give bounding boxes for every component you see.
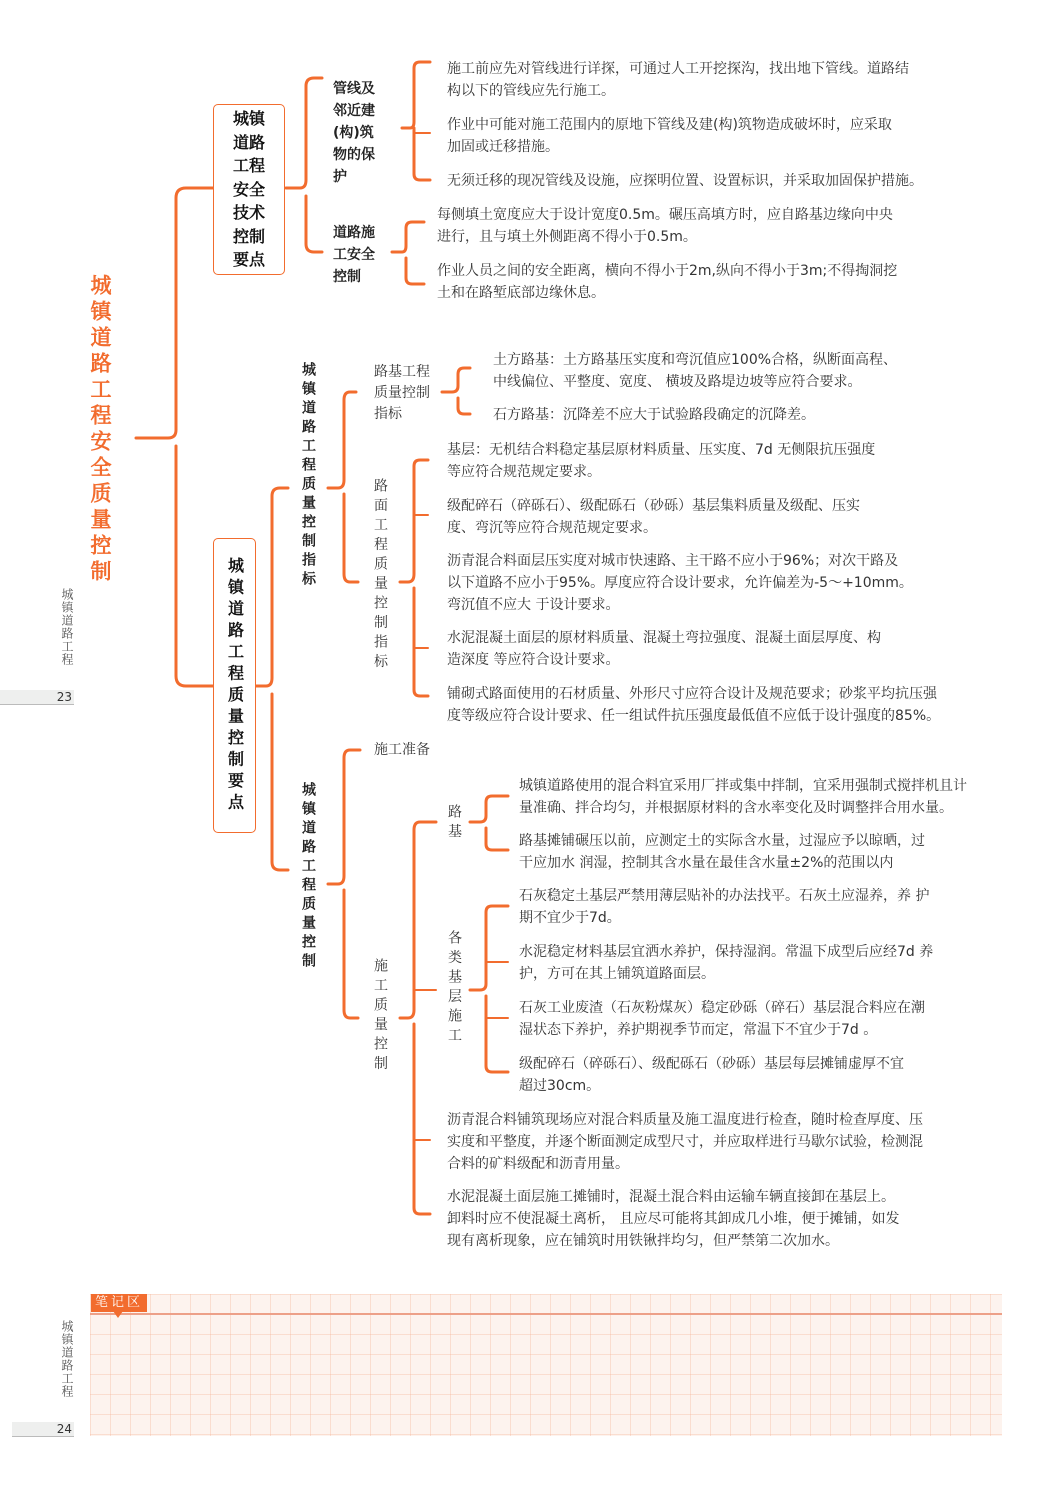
- roadbed-construction-node: 路基: [446, 804, 462, 843]
- leaf-text: [447, 439, 875, 483]
- leaf-text: [447, 495, 860, 539]
- leaf-line: 土和在路堑底部边缘休息。: [437, 285, 605, 301]
- leaf-line: 湿状态下养护，养护期视季节而定，常温下不宜少于7d 。: [519, 1022, 878, 1038]
- leaf-line: 干应加水 润湿，控制其含水量在最佳含水量±2%的范围以内: [519, 855, 894, 871]
- leaf-line: 作业人员之间的安全距离，横向不得小于2m,纵向不得小于3m;不得掏洞挖: [437, 263, 898, 279]
- leaf-line: 卸料时应不使混凝土离析， 且应尽可能将其卸成几小堆，便于摊铺，如发: [447, 1211, 900, 1227]
- leaf-line: 铺砌式路面使用的石材质量、外形尺寸应符合设计及规范要求；砂浆平均抗压强: [447, 686, 937, 702]
- leaf-line: 进行，且与填土外侧距离不得小于0.5m。: [437, 229, 697, 245]
- notes-divider: [90, 1313, 1002, 1315]
- leaf-text: [519, 830, 925, 874]
- leaf-line: 土方路基：土方路基压实度和弯沉值应100%合格，纵断面高程、: [493, 352, 898, 368]
- leaf-line: 石灰稳定土基层严禁用薄层贴补的办法找平。石灰土应湿养，养 护: [519, 888, 930, 904]
- leaf-text: [519, 997, 925, 1041]
- pavement-indicators-node: 路面工程质量控制指标: [372, 478, 388, 673]
- node-line: 路基工程: [374, 364, 430, 380]
- safety-branch-node: [213, 104, 285, 275]
- leaf-line: 实度和平整度，并逐个断面测定成型尺寸，并应取样进行马歇尔试验，检测混: [447, 1134, 923, 1150]
- leaf-text: [447, 1109, 923, 1175]
- safety-title-line: 控制: [232, 226, 265, 246]
- leaf-text: [493, 404, 815, 426]
- node-line: 控制: [333, 269, 361, 285]
- leaf-line: 沥青混合料面层压实度对城市快速路、主干路不应小于96%；对次干路及: [447, 553, 899, 569]
- leaf-line: 构以下的管线应先行施工。: [447, 83, 615, 99]
- leaf-line: 超过30cm。: [519, 1078, 601, 1094]
- safety-title-line: 工程: [232, 156, 265, 176]
- safety-title-line: 城镇: [232, 109, 265, 129]
- leaf-line: 度等级应符合设计要求、任一组试件抗压强度最低值不应低于设计强度的85%。: [447, 708, 941, 724]
- leaf-text: [437, 204, 893, 248]
- leaf-text: [437, 260, 897, 304]
- node-line: 指标: [374, 406, 402, 422]
- leaf-line: 施工前应先对管线进行详探，可通过人工开挖探沟，找出地下管线。道路结: [447, 61, 909, 77]
- leaf-text: [493, 349, 897, 393]
- node-line: 工安全: [333, 247, 375, 263]
- leaf-text: [519, 941, 933, 985]
- node-line: 邻近建: [333, 103, 375, 119]
- leaf-line: 作业中可能对施工范围内的原地下管线及建(构)筑物造成破坏时，应采取: [447, 117, 892, 133]
- leaf-text: [447, 627, 881, 671]
- pipeline-protection-node: [333, 78, 375, 188]
- leaf-line: 每侧填土宽度应大于设计宽度0.5m。碾压高填方时，应自路基边缘向中央: [437, 207, 893, 223]
- leaf-line: 中线偏位、平整度、宽度、 横坡及路堤边坡等应符合要求。: [493, 374, 862, 390]
- leaf-line: 水泥混凝土面层的原材料质量、混凝土弯拉强度、混凝土面层厚度、构: [447, 630, 881, 646]
- node-line: (构)筑: [333, 125, 374, 141]
- roadbed-indicators-node: [374, 362, 430, 425]
- leaf-line: 造深度 等应符合设计要求。: [447, 652, 620, 668]
- leaf-line: 合料的矿料级配和沥青用量。: [447, 1156, 629, 1172]
- page-number: 24: [12, 1422, 74, 1437]
- leaf-text: [447, 683, 940, 727]
- leaf-text: [519, 1053, 904, 1097]
- quality-indicators-node: 城镇道路工程质量控制指标: [300, 362, 316, 590]
- quality-title: 城镇道路工程质量控制要点: [225, 556, 245, 815]
- node-line: 管线及: [333, 81, 375, 97]
- leaf-line: 城镇道路使用的混合料宜采用厂拌或集中拌制，宜采用强制式搅拌机且计: [519, 778, 967, 794]
- safety-title-line: 安全: [232, 179, 265, 199]
- leaf-line: 弯沉值不应大 于设计要求。: [447, 597, 620, 613]
- node-line: 护: [333, 169, 347, 185]
- leaf-line: 路基摊铺碾压以前，应测定土的实际含水量，过湿应予以晾晒，过: [519, 833, 925, 849]
- leaf-line: 级配碎石（碎砾石）、级配砾石（砂砾）基层集料质量及级配、压实: [447, 498, 860, 514]
- node-line: 道路施: [333, 225, 375, 241]
- safety-title-line: 道路: [232, 132, 265, 152]
- leaf-line: 现有离析现象，应在铺筑时用铁锹拌均匀，但严禁第二次加水。: [447, 1233, 839, 1249]
- construction-control-node: 施工质量控制: [372, 958, 388, 1075]
- leaf-line: 等应符合规范规定要求。: [447, 464, 601, 480]
- page-number: 23: [0, 690, 74, 705]
- leaf-text: [519, 775, 967, 819]
- leaf-line: 石方路基：沉降差不应大于试验路段确定的沉降差。: [493, 407, 815, 423]
- leaf-text: [447, 1186, 899, 1252]
- safety-title-line: 要点: [232, 250, 265, 270]
- leaf-text: [519, 885, 929, 929]
- leaf-line: 石灰工业废渣（石灰粉煤灰）稳定砂砾（碎石）基层混合料应在潮: [519, 1000, 925, 1016]
- base-construction-node: 各类基层施工: [446, 930, 462, 1047]
- leaf-line: 度、弯沉等应符合规范规定要求。: [447, 520, 657, 536]
- notes-area[interactable]: [90, 1294, 1002, 1436]
- leaf-line: 护，方可在其上铺筑道路面层。: [519, 966, 715, 982]
- leaf-line: 水泥稳定材料基层宜洒水养护，保持湿润。常温下成型后应经7d 养: [519, 944, 934, 960]
- leaf-line: 加固或迁移措施。: [447, 139, 559, 155]
- notes-label: 笔记区: [91, 1294, 147, 1312]
- node-line: 物的保: [333, 147, 375, 163]
- leaf-text: [447, 58, 909, 102]
- leaf-line: 沥青混合料铺筑现场应对混合料质量及施工温度进行检查，随时检查厚度、压: [447, 1112, 923, 1128]
- leaf-line: 级配碎石（碎砾石）、级配砾石（砂砾）基层每层摊铺虚厚不宜: [519, 1056, 904, 1072]
- leaf-line: 量准确、拌合均匀，并根据原材料的含水率变化及时调整拌合用水量。: [519, 800, 953, 816]
- leaf-line: 基层：无机结合料稳定基层原材料质量、压实度、7d 无侧限抗压强度: [447, 442, 876, 458]
- road-construction-safety-node: [333, 222, 375, 288]
- leaf-text: [447, 114, 892, 158]
- leaf-line: 水泥混凝土面层施工摊铺时，混凝土混合料由运输车辆直接卸在基层上。: [447, 1189, 895, 1205]
- quality-control-node: 城镇道路工程质量控制: [300, 782, 316, 972]
- leaf-text: [447, 170, 923, 192]
- root-title: 城镇道路工程安全质量控制: [88, 274, 112, 586]
- construction-prep-node: 施工准备: [374, 742, 430, 758]
- safety-title-line: 技术: [232, 203, 265, 223]
- running-header: 城镇道路工程: [60, 1320, 74, 1398]
- node-line: 质量控制: [374, 385, 430, 401]
- leaf-line: 期不宜少于7d。: [519, 910, 621, 926]
- quality-branch-node: [213, 538, 256, 833]
- running-header: 城镇道路工程: [60, 588, 74, 666]
- leaf-line: 无须迁移的现况管线及设施，应探明位置、设置标识，并采取加固保护措施。: [447, 173, 923, 189]
- leaf-text: [447, 550, 913, 616]
- leaf-line: 以下道路不应小于95%。厚度应符合设计要求，允许偏差为-5～+10mm。: [447, 575, 913, 591]
- notes-label-pointer: [113, 1311, 123, 1318]
